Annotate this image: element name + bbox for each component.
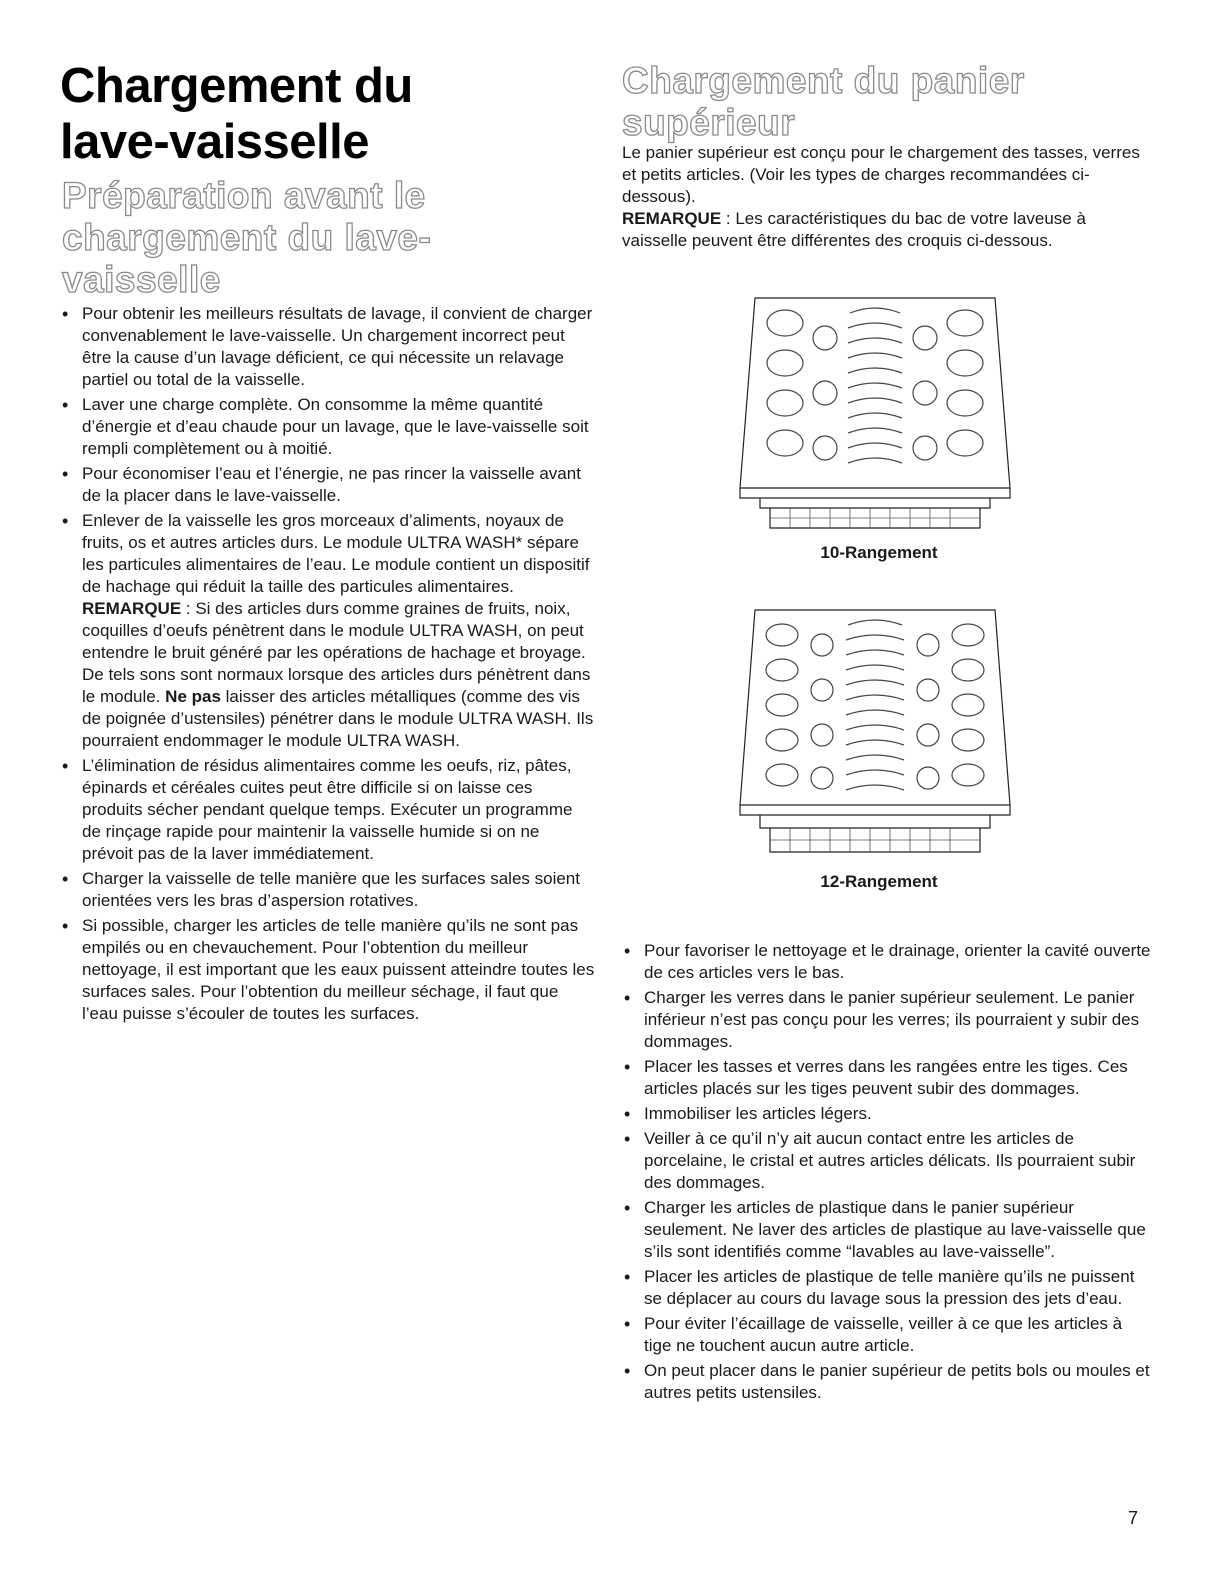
list-item: • Pour favoriser le nettoyage et le drainage, orienter la cavité ouverte de ces articles vers le bas. <box>622 940 1154 984</box>
remark-text: : Les caractéristiques du bac de votre laveuse à vaisselle peuvent être différentes des croquis ci-dessous. <box>622 209 1086 250</box>
list-item-text: Enlever de la vaisselle les gros morceaux d’aliments, noyaux de fruits, os et autres articles durs. Le module ULTRA WASH* sépare les particules alimentaires de l’eau. Le module contient un dispositif de hachage qui réduit la taille des particules alimentaires. <box>82 511 590 596</box>
preparation-list <box>60 303 595 1028</box>
remark-text-a: : Si des articles durs comme graines de fruits, noix, coquilles d’oeufs pénètrent dans le module ULTRA WASH, on peut entendre le bruit généré par les opérations de hachage et broyage. De tels sons sont normaux lorsque des articles durs pénètrent dans le module. <box>82 599 591 706</box>
list-item: • Charger la vaisselle de telle manière que les surfaces sales soient orientées vers les bras d’aspersion rotatives. <box>60 868 595 912</box>
list-item: • Charger les verres dans le panier supérieur seulement. Le panier inférieur n’est pas conçu pour les verres; ils pourraient y subir des dommages. <box>622 987 1154 1053</box>
list-item: • Veiller à ce qu’il n’y ait aucun contact entre les articles de porcelaine, le cristal et autres articles délicats. Ils pourraient subir des dommages. <box>622 1128 1154 1194</box>
list-item: • Immobiliser les articles légers. <box>622 1103 1154 1125</box>
upper-rack-list <box>622 940 1154 1407</box>
page-title <box>60 58 413 170</box>
page-title-line2: lave-vaisselle <box>60 115 370 169</box>
remark-text-b: laisser des articles métalliques (comme des vis de poignée d’ustensiles) pénétrer dans le module ULTRA WASH. Ils pourraient endommager le module ULTRA WASH. <box>82 687 594 750</box>
upper-rack-intro <box>622 142 1152 252</box>
remark-bold: Ne pas <box>165 687 221 706</box>
rack-illustration-10 <box>730 283 1020 538</box>
page-number: 7 <box>1128 1508 1139 1528</box>
figure-caption-12: 12-Rangement <box>820 872 938 891</box>
page-title-line1: Chargement du <box>60 59 413 113</box>
rack-illustration-12 <box>730 600 1020 865</box>
list-item: • Laver une charge complète. On consomme la même quantité d’énergie et d’eau chaude pour un lavage, que le lave-vaisselle soit rempli complètement ou à moitié. <box>60 394 595 460</box>
list-item: • Pour éviter l’écaillage de vaisselle, veiller à ce que les articles à tige ne touchent aucun autre article. <box>622 1313 1154 1357</box>
list-item: • Si possible, charger les articles de telle manière qu’ils ne sont pas empilés ou en chevauchement. Pour l’obtention du meilleur nettoyage, il est important que les eaux puissent atteindre toutes les surfaces sales. Pour l’obtention du meilleur séchage, il faut que l’eau puisse s’écouler de toutes les surfaces. <box>60 915 595 1025</box>
figure-caption-10: 10-Rangement <box>820 543 938 562</box>
remark-note <box>82 598 595 752</box>
remark-label: REMARQUE <box>622 209 722 228</box>
section-title-preparation: Préparation avant le chargement du lave-vaisselle <box>62 175 432 300</box>
list-item <box>60 510 595 752</box>
list-item: • Charger les articles de plastique dans le panier supérieur seulement. Ne laver des articles de plastique au lave-vaisselle que s’ils sont identifiés comme “lavables au lave-vaisselle”. <box>622 1197 1154 1263</box>
list-item: • Placer les tasses et verres dans les rangées entre les tiges. Ces articles placés sur les tiges peuvent subir des dommages. <box>622 1056 1154 1100</box>
list-item: • L’élimination de résidus alimentaires comme les oeufs, riz, pâtes, épinards et céréales cuites peut être difficile si on laisse ces produits sécher pendant quelque temps. Exécuter un programme de rinçage rapide pour maintenir la vaisselle humide si on ne prévoit pas de la laver immédiatement. <box>60 755 595 865</box>
intro-text: Le panier supérieur est conçu pour le chargement des tasses, verres et petits articles. (Voir les types de charges recommandées ci-dessous). <box>622 143 1140 206</box>
list-item: • On peut placer dans le panier supérieur de petits bols ou moules et autres petits ustensiles. <box>622 1360 1154 1404</box>
list-item: • Pour économiser l’eau et l’énergie, ne pas rincer la vaisselle avant de la placer dans le lave-vaisselle. <box>60 463 595 507</box>
remark-label: REMARQUE <box>82 599 182 618</box>
list-item: • Pour obtenir les meilleurs résultats de lavage, il convient de charger convenablement le lave-vaisselle. Un chargement incorrect peut être la cause d’un lavage déficient, ce qui nécessite un relavage partiel ou total de la vaisselle. <box>60 303 595 391</box>
section-title-upper-rack: Chargement du panier supérieur <box>622 60 1025 143</box>
list-item: • Placer les articles de plastique de telle manière qu’ils ne puissent se déplacer au cours du lavage sous la pression des jets d’eau. <box>622 1266 1154 1310</box>
